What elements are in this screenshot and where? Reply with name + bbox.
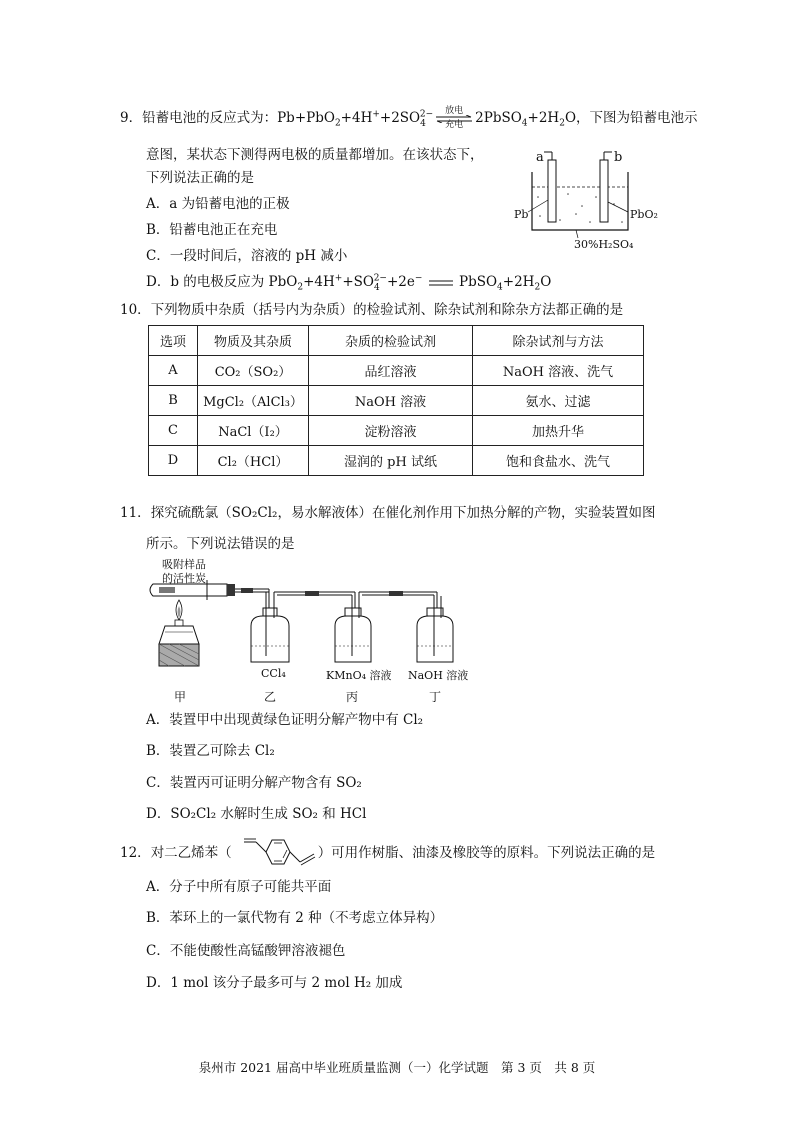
table-row <box>149 446 644 476</box>
sample-label-2: 的活性炭 <box>162 572 206 585</box>
q11-stem-line2: 所示。下列说法错误的是 <box>146 536 295 552</box>
table-row <box>149 386 644 416</box>
pb-label: Pb <box>514 208 529 221</box>
q9-option-c[interactable]: C．一段时间后，溶液的 pH 减小 <box>146 248 348 264</box>
table-cell: CO₂（SO₂） <box>198 356 309 386</box>
q11-number: 11． <box>120 505 151 521</box>
electrode-a-label: a <box>536 150 544 165</box>
sample-label-1: 吸附样品 <box>162 558 206 571</box>
table-cell: Cl₂（HCl） <box>198 446 309 476</box>
table-cell: A <box>149 356 198 386</box>
table-cell: NaOH 溶液、洗气 <box>473 356 644 386</box>
table-cell: 饱和食盐水、洗气 <box>473 446 644 476</box>
bottle-ding-reagent: NaOH 溶液 <box>408 669 469 682</box>
q12-option-d[interactable]: D．1 mol 该分子最多可与 2 mol H₂ 加成 <box>146 975 403 991</box>
q9-option-d[interactable]: D．b 的电极反应为 $PbO_2+4H^++SO_4^{2-}+2e^-$ $PbSO_4+2H_2O$ <box>146 273 552 293</box>
table-cell: 品红溶液 <box>309 356 473 386</box>
q9-stem-line3: 下列说法正确的是 <box>146 170 254 186</box>
q11-option-a[interactable]: A．装置甲中出现黄绿色证明分解产物中有 Cl₂ <box>146 712 424 728</box>
equals-sign <box>427 273 455 293</box>
table-cell: D <box>149 446 198 476</box>
q11-option-c[interactable]: C．装置丙可证明分解产物含有 SO₂ <box>146 775 362 791</box>
impurity-table <box>148 325 644 476</box>
q10-number: 10． <box>120 302 151 318</box>
q12-option-b[interactable]: B．苯环上的一氯代物有 2 种（不考虑立体异构） <box>146 910 444 926</box>
q11-option-d[interactable]: D．SO₂Cl₂ 水解时生成 SO₂ 和 HCl <box>146 806 367 822</box>
electrode-b-label: b <box>614 150 623 165</box>
q12-stem: 12．对二乙烯苯（ ）可用作树脂、油漆及橡胶等的原料。下列说法正确的是 <box>120 845 656 861</box>
page-footer: 泉州市 2021 届高中毕业班质量监测（一）化学试题 第 3 页 共 8 页 <box>198 1060 596 1075</box>
table-cell: 加热升华 <box>473 416 644 446</box>
table-header: 选项 <box>149 326 198 356</box>
label-yi: 乙 <box>264 690 277 704</box>
q10-stem: 10．下列物质中杂质（括号内为杂质）的检验试剂、除杂试剂和除杂方法都正确的是 <box>120 302 624 318</box>
table-cell: B <box>149 386 198 416</box>
table-cell: 氨水、过滤 <box>473 386 644 416</box>
label-bing: 丙 <box>346 690 359 704</box>
q12-number: 12． <box>120 845 151 861</box>
divinylbenzene-structure <box>236 832 322 872</box>
table-header-row <box>149 326 644 356</box>
table-header: 杂质的检验试剂 <box>309 326 473 356</box>
table-cell: NaCl（I₂） <box>198 416 309 446</box>
reversible-arrow: 放电 充电 <box>435 109 473 129</box>
q11-option-b[interactable]: B．装置乙可除去 Cl₂ <box>146 743 275 759</box>
table-header: 物质及其杂质 <box>198 326 309 356</box>
q9-stem-line1: 9．铅蓄电池的反应式为：$Pb+PbO_2+4H^++2SO_4^{2-}$ 放电 充电 $2PbSO_4+2H_2O$，下图为铅蓄电池示 <box>120 105 698 130</box>
table-row <box>149 356 644 386</box>
label-ding: 丁 <box>429 690 442 704</box>
table-cell: 湿润的 pH 试纸 <box>309 446 473 476</box>
pbo2-label: PbO₂ <box>630 208 658 221</box>
table-header: 除杂试剂与方法 <box>473 326 644 356</box>
q9-option-a[interactable]: A．a 为铅蓄电池的正极 <box>146 196 290 212</box>
q9-number: 9． <box>120 110 143 126</box>
bottle-bing-reagent: KMnO₄ 溶液 <box>326 669 392 682</box>
table-cell: NaOH 溶液 <box>309 386 473 416</box>
q9-option-b[interactable]: B．铅蓄电池正在充电 <box>146 222 278 238</box>
table-cell: MgCl₂（AlCl₃） <box>198 386 309 416</box>
q12-option-a[interactable]: A．分子中所有原子可能共平面 <box>146 879 332 895</box>
h2so4-label: 30%H₂SO₄ <box>574 238 634 251</box>
table-row <box>149 416 644 446</box>
bottle-yi-reagent: CCl₄ <box>261 667 286 680</box>
q9-stem-line2: 意图，某状态下测得两电极的质量都增加。在该状态下， <box>146 147 484 163</box>
table-cell: C <box>149 416 198 446</box>
q12-option-c[interactable]: C．不能使酸性高锰酸钾溶液褪色 <box>146 943 346 959</box>
table-cell: 淀粉溶液 <box>309 416 473 446</box>
q11-stem-line1: 11．探究硫酰氯（SO₂Cl₂，易水解液体）在催化剂作用下加热分解的产物，实验装置如图 <box>120 505 656 521</box>
label-jia: 甲 <box>174 690 187 704</box>
